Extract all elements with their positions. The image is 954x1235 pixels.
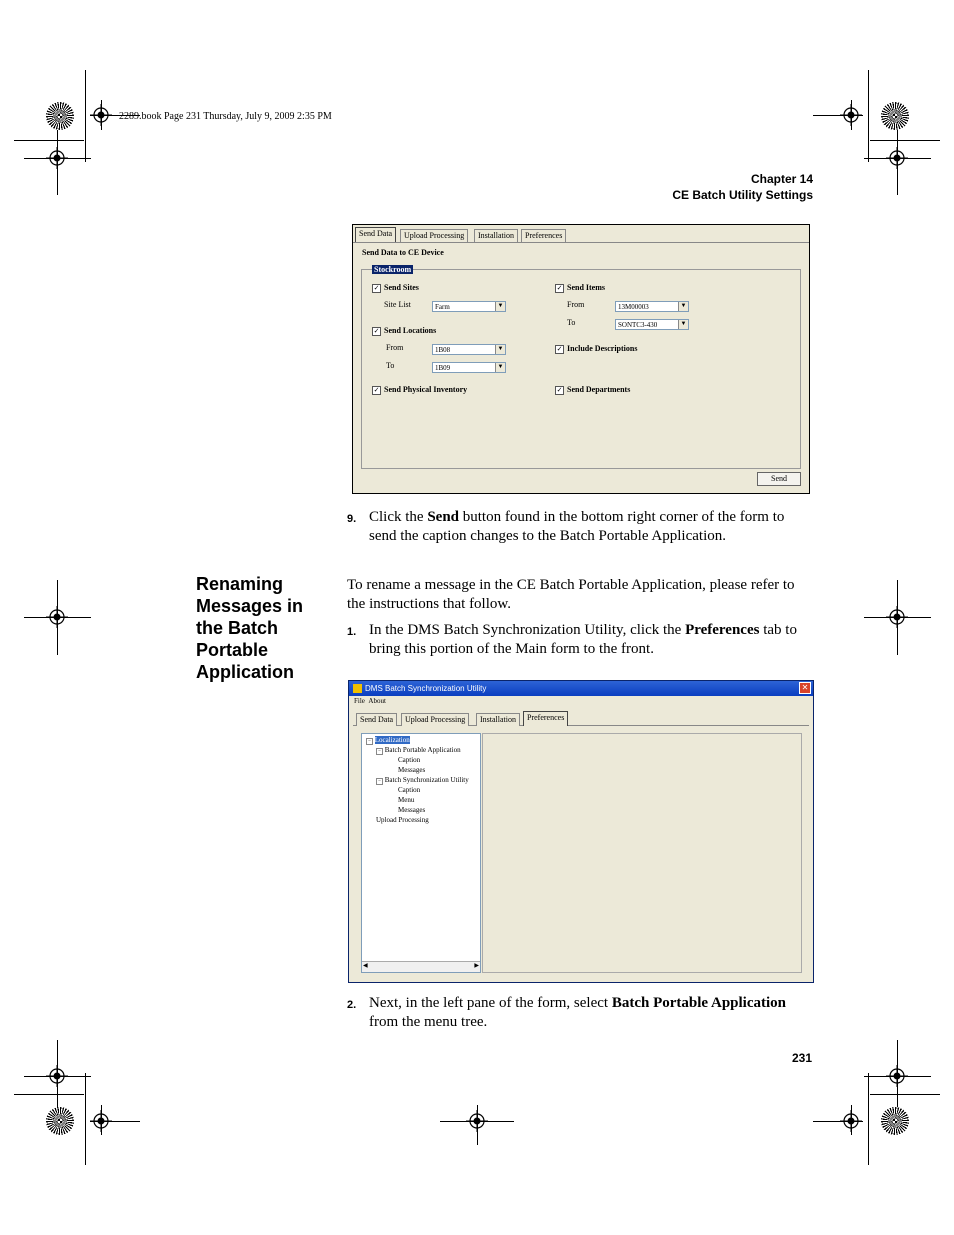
starburst-mark-icon: [881, 1107, 909, 1135]
step-9-text: [369, 508, 819, 546]
tab-upload-processing[interactable]: Upload Processing: [401, 713, 469, 726]
section-intro: [347, 576, 817, 614]
registration-mark-icon: [46, 1065, 68, 1087]
step-emphasis: Send: [427, 509, 460, 525]
starburst-mark-icon: [881, 102, 909, 130]
chapter-label: Chapter 14: [750, 172, 813, 186]
heading-line: Portable: [196, 640, 269, 660]
step-text: bring this portion of the Main form to the front.: [369, 641, 654, 657]
step-2-text: [369, 994, 819, 1032]
location-to-value: 1B09: [435, 364, 451, 372]
page-number: 231: [792, 1051, 813, 1065]
items-to-label: To: [567, 318, 576, 327]
step-text: Click the: [369, 509, 428, 525]
close-icon[interactable]: ✕: [799, 682, 811, 694]
tree-item-caption[interactable]: Caption: [398, 786, 421, 794]
include-descriptions-checkbox[interactable]: ✓: [556, 345, 563, 353]
items-to-value: SONTC3-430: [618, 321, 658, 329]
step-number: 9.: [347, 513, 357, 525]
registration-mark-icon: [886, 1065, 908, 1087]
tree-item-upload-processing[interactable]: Upload Processing: [376, 816, 429, 824]
chevron-down-icon: ▼: [678, 302, 688, 311]
tree-item-caption[interactable]: Caption: [398, 756, 421, 764]
send-physical-label: Send Physical Inventory: [384, 385, 468, 394]
send-sites-label: Send Sites: [384, 283, 419, 292]
chevron-down-icon: ▼: [495, 345, 505, 354]
tree-item-messages[interactable]: Messages: [398, 766, 426, 774]
group-label: Stockroom: [374, 265, 412, 274]
collapse-icon[interactable]: −: [376, 748, 383, 755]
send-departments-checkbox[interactable]: ✓: [556, 386, 563, 394]
window-title: DMS Batch Synchronization Utility: [365, 684, 487, 693]
heading-line: Renaming: [196, 574, 284, 594]
site-list-label: Site List: [384, 300, 411, 309]
tab-send-data[interactable]: Send Data: [355, 227, 396, 242]
heading-line: Application: [196, 662, 294, 682]
include-descriptions-label: Include Descriptions: [567, 344, 638, 353]
scroll-left-icon[interactable]: ◀: [363, 963, 368, 969]
detail-pane: [482, 733, 802, 973]
tree-item-localization[interactable]: Localization: [374, 736, 410, 744]
send-button[interactable]: Send: [757, 472, 801, 486]
intro-line: To rename a message in the CE Batch Portable Application, please refer to: [347, 577, 795, 593]
starburst-mark-icon: [46, 102, 74, 130]
tree-item-messages[interactable]: Messages: [398, 806, 426, 814]
send-sites-checkbox[interactable]: ✓: [373, 284, 380, 292]
send-data-screenshot: [352, 224, 810, 494]
step-number: 1.: [347, 626, 357, 638]
collapse-icon[interactable]: −: [366, 738, 373, 745]
panel-title: Send Data to CE Device: [362, 248, 444, 257]
send-physical-checkbox[interactable]: ✓: [373, 386, 380, 394]
tab-preferences[interactable]: Preferences: [523, 711, 568, 726]
menu-about[interactable]: About: [368, 697, 386, 705]
app-icon: [353, 684, 362, 693]
tab-upload-processing[interactable]: Upload Processing: [400, 229, 468, 242]
step-text: tab to: [759, 622, 797, 638]
location-from-value: 1B08: [435, 346, 451, 354]
scroll-right-icon[interactable]: ▶: [474, 963, 479, 969]
step-text: In the DMS Batch Synchronization Utility, click the: [369, 622, 686, 638]
registration-mark-icon: [46, 606, 68, 628]
send-departments-label: Send Departments: [567, 385, 631, 394]
print-slug: 2289.book Page 231 Thursday, July 9, 2009 2:35 PM: [119, 111, 332, 122]
chevron-down-icon: ▼: [495, 302, 505, 311]
step-text: button found in the bottom right corner of the form to: [459, 509, 785, 525]
starburst-mark-icon: [46, 1107, 74, 1135]
registration-mark-icon: [466, 1110, 488, 1132]
tree-item-batch-sync[interactable]: Batch Synchronization Utility: [384, 776, 469, 784]
collapse-icon[interactable]: −: [376, 778, 383, 785]
send-locations-checkbox[interactable]: ✓: [373, 327, 380, 335]
registration-mark-icon: [90, 1110, 112, 1132]
horizontal-scrollbar[interactable]: [362, 961, 480, 972]
step-1-text: [369, 621, 819, 659]
items-from-dropdown[interactable]: [615, 301, 689, 312]
location-to-label: To: [386, 361, 395, 370]
registration-mark-icon: [90, 104, 112, 126]
step-text: from the menu tree.: [369, 1014, 488, 1030]
step-number: 2.: [347, 999, 357, 1011]
location-from-label: From: [386, 343, 404, 352]
chapter-title: CE Batch Utility Settings: [672, 188, 813, 202]
site-list-value: Farm: [435, 303, 450, 311]
step-emphasis: Preferences: [685, 622, 760, 638]
items-to-dropdown[interactable]: [615, 319, 689, 330]
items-from-label: From: [567, 300, 585, 309]
tab-installation[interactable]: Installation: [476, 713, 520, 726]
registration-mark-icon: [886, 606, 908, 628]
section-heading: [196, 573, 303, 683]
intro-line: the instructions that follow.: [347, 596, 512, 612]
tab-installation[interactable]: Installation: [474, 229, 518, 242]
send-items-label: Send Items: [567, 283, 606, 292]
chevron-down-icon: ▼: [678, 320, 688, 329]
tree-item-menu[interactable]: Menu: [398, 796, 415, 804]
send-items-checkbox[interactable]: ✓: [556, 284, 563, 292]
step-text: Next, in the left pane of the form, select: [369, 995, 612, 1011]
registration-mark-icon: [840, 1110, 862, 1132]
registration-mark-icon: [840, 104, 862, 126]
location-from-dropdown[interactable]: [432, 344, 506, 355]
step-emphasis: Batch Portable Application: [611, 995, 786, 1011]
window-titlebar: [349, 681, 813, 696]
menu-bar: [354, 697, 386, 705]
registration-mark-icon: [886, 147, 908, 169]
site-list-dropdown[interactable]: [432, 301, 506, 312]
registration-mark-icon: [46, 147, 68, 169]
stockroom-group: [361, 265, 801, 469]
heading-line: Messages in: [196, 596, 304, 616]
location-to-dropdown[interactable]: [432, 362, 506, 373]
menu-tree: [361, 733, 481, 973]
menu-file[interactable]: File: [354, 697, 365, 705]
step-text: send the caption changes to the Batch Portable Application.: [369, 528, 726, 544]
heading-line: the Batch: [196, 618, 279, 638]
items-from-value: 13M00003: [618, 303, 649, 311]
send-locations-label: Send Locations: [384, 326, 437, 335]
tab-preferences[interactable]: Preferences: [521, 229, 566, 242]
tab-send-data[interactable]: Send Data: [356, 713, 397, 726]
chevron-down-icon: ▼: [495, 363, 505, 372]
preferences-screenshot: [348, 680, 814, 983]
tree-item-batch-portable[interactable]: Batch Portable Application: [384, 746, 461, 754]
